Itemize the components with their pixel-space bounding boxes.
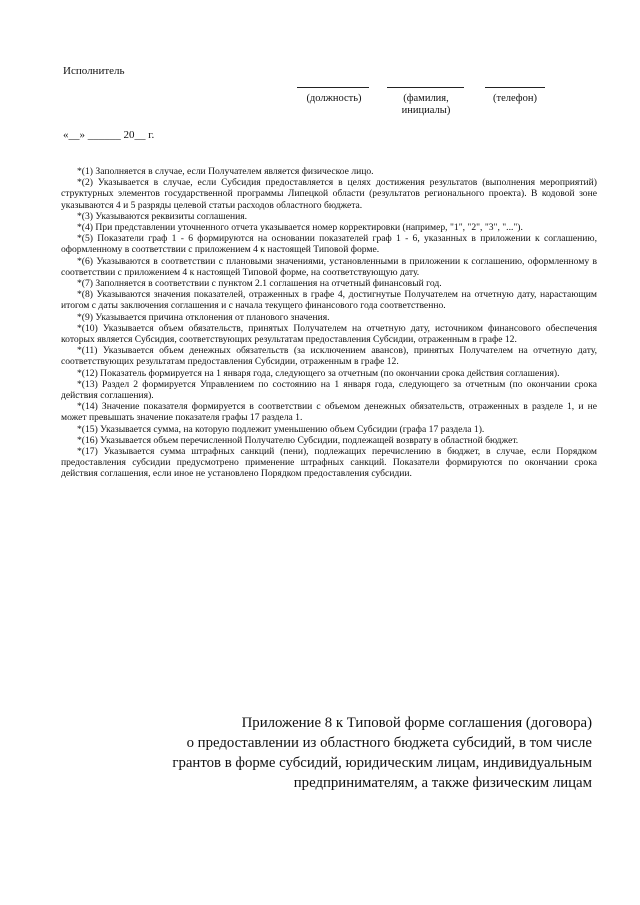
appendix-line: Приложение 8 к Типовой форме соглашения (договора) (241, 715, 592, 731)
position-caption: (должность) (306, 93, 362, 104)
footnote: *(4) При представлении уточненного отчета указывается номер корректировки (например, "1", "2", "3", "..."). (77, 222, 523, 234)
footnote: *(10) Указывается объем обязательств, принятых Получателем на отчетную дату, источником финансового обеспечения которых является Субсидия, соответствующих результатам предоставления Субсидии, отраженным в графе 12. (61, 322, 597, 346)
footnote: *(9) Указывается причина отклонения от планового значения. (77, 311, 330, 323)
footnote: *(7) Заполняется в соответствии с пунктом 2.1 соглашения на отчетный финансовый год. (77, 278, 442, 290)
footnote: *(3) Указываются реквизиты соглашения. (77, 210, 248, 222)
footnote: *(2) Указывается в случае, если Субсидия предоставляется в целях достижения результатов (выполнения мероприятий) структурных элементов государственной программы Липецкой области (результатов регионального проекта). В кодовой зоне указываются 4 и 5 разряды целевой статьи расходов областного бюджета. (61, 177, 597, 211)
appendix-line: предпринимателям, а также физическим лицам (293, 775, 592, 791)
name-signature-line (387, 87, 464, 88)
footnotes (61, 166, 597, 480)
footnote: *(1) Заполняется в случае, если Получателем является физическое лицо. (77, 166, 374, 177)
footnote: *(17) Указывается сумма штрафных санкций (пени), подлежащих перечислению в бюджет, в случае, если Порядком предоставления субсидии предусмотрено применение штрафных санкций. Показатели формируются по окончании срока действия соглашения, если иное не установлено Порядком предоставления субсидии. (61, 446, 597, 480)
footnote: *(15) Указывается сумма, на которую подлежит уменьшению объем Субсидии (графа 17 раздела 1). (77, 423, 485, 435)
executor-label: Исполнитель (63, 65, 125, 77)
appendix-line: о предоставлении из областного бюджета субсидий, в том числе (186, 735, 592, 751)
footnote: *(13) Раздел 2 формируется Управлением по состоянию на 1 января года, следующего за отчетным (по окончании срока действия соглашения). (61, 378, 597, 402)
appendix-heading (122, 713, 592, 793)
footnote: *(16) Указывается объем перечисленной Получателю Субсидии, подлежащей возврату в областной бюджет. (77, 434, 519, 446)
footnote: *(12) Показатель формируется на 1 января года, следующего за отчетным (по окончании срока действия соглашения). (77, 367, 560, 379)
date-line: «__» ______ 20__ г. (63, 129, 155, 141)
footnote: *(11) Указывается объем денежных обязательств (за исключением авансов), принятых Получателем на отчетную дату, соответствующих результатам предоставления Субсидии, отраженным в графе 12. (61, 345, 597, 368)
position-signature-line (297, 87, 369, 88)
footnote: *(8) Указываются значения показателей, отраженных в графе 4, достигнутые Получателем на отчетную дату, нарастающим итогом с даты заключения соглашения и с начала текущего финансового года соответственно. (61, 289, 597, 312)
name-caption: (фамилия, инициалы) (401, 93, 451, 116)
footnote: *(6) Указываются в соответствии с плановыми значениями, установленными в приложении к соглашению, оформленному в соответствии с приложением 4 к настоящей Типовой форме, на соответствующую дату. (61, 255, 597, 278)
footnote: *(5) Показатели граф 1 - 6 формируются на основании показателей граф 1 - 6, указанных в приложении к соглашению, оформленному в соответствии с приложением 4 к настоящей Типовой форме. (61, 233, 597, 256)
appendix-line: грантов в форме субсидий, юридическим лицам, индивидуальным (172, 755, 592, 771)
footnote: *(14) Значение показателя формируется в соответствии с объемом денежных обязательств, отраженных в разделе 1, и не может превышать значение показателя графы 17 раздела 1. (61, 401, 597, 424)
phone-caption: (телефон) (493, 93, 537, 104)
phone-signature-line (485, 87, 545, 88)
